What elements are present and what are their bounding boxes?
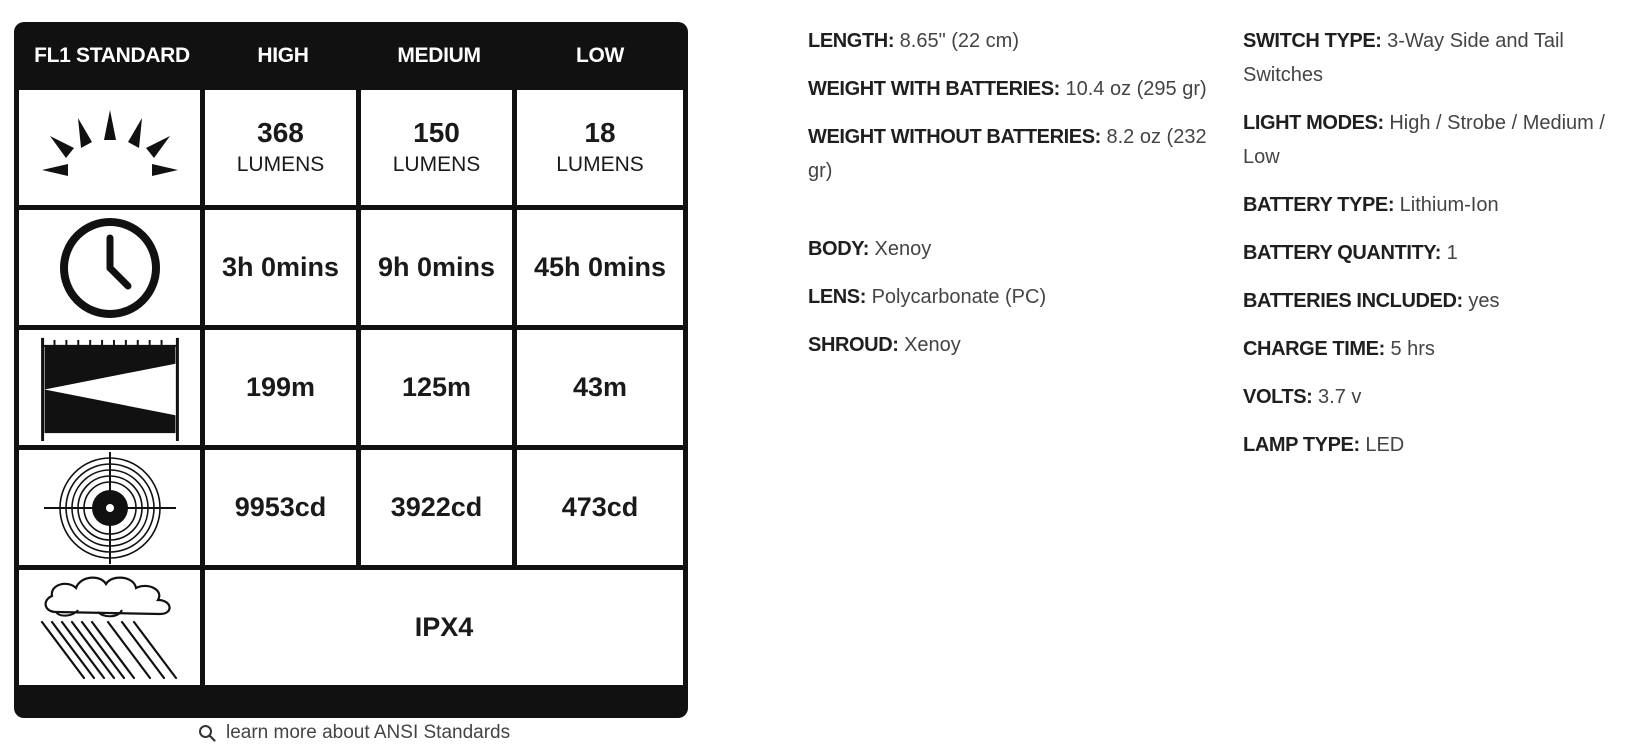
spec-value: 1 — [1446, 242, 1458, 264]
intensity-low-value: 473cd — [561, 492, 639, 522]
header-low: LOW — [575, 44, 625, 67]
light-output-sunburst-icon — [40, 108, 180, 188]
spec-key: LAMP TYPE: — [1243, 434, 1360, 456]
spec-key: WEIGHT WITHOUT BATTERIES: — [808, 126, 1101, 148]
beam-medium-value: 125m — [401, 372, 472, 402]
lumens-medium-value: 150 — [413, 116, 460, 148]
spec-key: BATTERIES INCLUDED: — [1243, 290, 1463, 312]
spec-value: High / Strobe / Medium / Low — [1243, 112, 1605, 168]
spec-key: LENS: — [808, 286, 867, 308]
spec-key: BODY: — [808, 238, 869, 260]
intensity-medium-cell — [361, 450, 512, 565]
runtime-low-cell — [517, 210, 683, 325]
target-icon — [44, 452, 176, 564]
spec-lamp-type — [1243, 428, 1643, 462]
spec-value: Xenoy — [874, 238, 932, 260]
spec-battery-type — [1243, 188, 1643, 222]
spec-key: LIGHT MODES: — [1243, 112, 1384, 134]
beam-low-cell — [517, 330, 683, 445]
spec-value: 8.2 oz (232 gr) — [808, 126, 1207, 182]
header-medium: MEDIUM — [397, 44, 481, 67]
spec-volts — [1243, 380, 1643, 414]
lumens-high-unit: LUMENS — [236, 152, 325, 176]
spec-value: Lithium-Ion — [1399, 194, 1499, 216]
spec-key: BATTERY TYPE: — [1243, 194, 1395, 216]
specs-right-column — [1243, 24, 1643, 476]
spec-value: Xenoy — [904, 334, 961, 356]
spacer — [808, 202, 1208, 232]
table-header-row — [19, 22, 683, 90]
spec-lens — [808, 280, 1208, 314]
beam-distance-icon — [40, 330, 180, 445]
light-output-icon-cell — [19, 90, 200, 205]
lumens-high-cell — [205, 90, 356, 205]
spec-key: SHROUD: — [808, 334, 899, 356]
spec-batteries-included — [1243, 284, 1643, 318]
search-icon — [198, 724, 216, 742]
lumens-low-value: 18 — [584, 116, 616, 148]
spec-key: LENGTH: — [808, 30, 895, 52]
spec-value: Polycarbonate (PC) — [871, 286, 1047, 308]
intensity-low-cell — [517, 450, 683, 565]
beam-high-cell — [205, 330, 356, 445]
lumens-low-cell — [517, 90, 683, 205]
learn-more-ansi-link[interactable] — [198, 722, 510, 744]
rain-cloud-icon — [38, 572, 182, 684]
spec-weight-without-batteries — [808, 120, 1208, 188]
intensity-icon-cell — [19, 450, 200, 565]
spec-key: CHARGE TIME: — [1243, 338, 1385, 360]
spec-value: yes — [1468, 290, 1500, 312]
beam-medium-cell — [361, 330, 512, 445]
header-fl1-standard: FL1 STANDARD — [34, 44, 190, 67]
intensity-high-cell — [205, 450, 356, 565]
runtime-medium-value: 9h 0mins — [377, 252, 496, 282]
lumens-medium-unit: LUMENS — [392, 152, 481, 176]
spec-body — [808, 232, 1208, 266]
runtime-low-value: 45h 0mins — [533, 252, 667, 282]
spec-shroud — [808, 328, 1208, 362]
spec-value: LED — [1365, 434, 1405, 456]
spec-value: 3.7 v — [1318, 386, 1362, 408]
spec-switch-type — [1243, 24, 1643, 92]
lumens-low-unit: LUMENS — [556, 152, 644, 176]
beam-high-value: 199m — [245, 372, 316, 402]
lumens-high-value: 368 — [257, 116, 304, 148]
spec-weight-with-batteries — [808, 72, 1208, 106]
spec-value: 3-Way Side and Tail Switches — [1243, 30, 1564, 86]
header-high: HIGH — [257, 44, 309, 67]
clock-icon — [58, 216, 162, 320]
spec-light-modes — [1243, 106, 1643, 174]
specs-left-column — [808, 24, 1208, 376]
intensity-high-value: 9953cd — [234, 492, 327, 522]
intensity-medium-value: 3922cd — [390, 492, 483, 522]
spec-key: BATTERY QUANTITY: — [1243, 242, 1442, 264]
spec-value: 5 hrs — [1390, 338, 1435, 360]
run-time-icon-cell — [19, 210, 200, 325]
spec-value: 10.4 oz (295 gr) — [1065, 78, 1207, 100]
spec-charge-time — [1243, 332, 1643, 366]
lumens-medium-cell — [361, 90, 512, 205]
water-resistance-cell — [205, 570, 683, 685]
water-resistance-icon-cell — [19, 570, 200, 685]
beam-low-value: 43m — [572, 372, 628, 402]
spec-battery-quantity — [1243, 236, 1643, 270]
spec-key: VOLTS: — [1243, 386, 1313, 408]
spec-length — [808, 24, 1208, 58]
runtime-high-cell — [205, 210, 356, 325]
spec-key: WEIGHT WITH BATTERIES: — [808, 78, 1060, 100]
spec-key: SWITCH TYPE: — [1243, 30, 1382, 52]
beam-distance-icon-cell — [19, 330, 200, 445]
fl1-standard-table — [14, 22, 688, 718]
runtime-high-value: 3h 0mins — [221, 252, 340, 282]
spec-value: 8.65" (22 cm) — [899, 30, 1020, 52]
learn-more-ansi-label: learn more about ANSI Standards — [226, 722, 511, 743]
water-resistance-value: IPX4 — [414, 612, 474, 642]
runtime-medium-cell — [361, 210, 512, 325]
